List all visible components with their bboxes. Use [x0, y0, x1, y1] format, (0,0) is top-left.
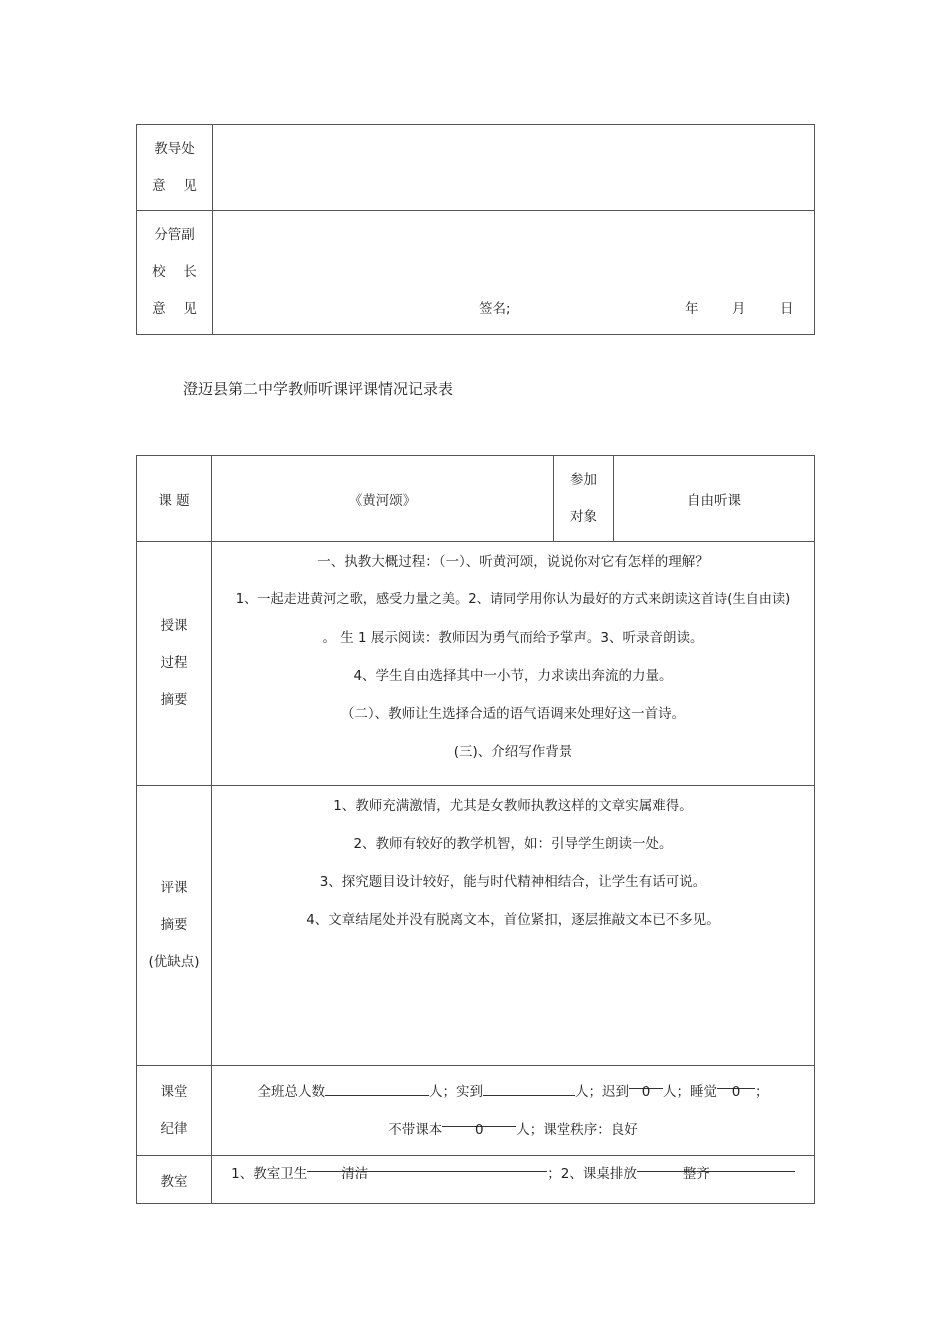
- vice-principal-row: [137, 211, 815, 335]
- evaluation-line: 3、探究题目设计较好，能与时代精神相结合，让学生有话可说。: [319, 874, 707, 890]
- classroom-content: [212, 1156, 815, 1204]
- academic-office-label: 教导处 意 见: [137, 125, 213, 211]
- signature-label: 签名;: [479, 301, 511, 317]
- process-line: 4、学生自由选择其中一小节，力求读出奔流的力量。: [353, 668, 673, 684]
- approval-table: [136, 124, 815, 335]
- evaluation-row: [137, 786, 815, 1066]
- process-line: (三)、介绍写作背景: [453, 744, 573, 760]
- classroom-label: 教室: [137, 1156, 212, 1204]
- participants-value: 自由听课: [614, 456, 815, 542]
- academic-office-opinion-field[interactable]: [213, 125, 815, 211]
- teaching-process-content: [212, 542, 815, 786]
- process-line: 。 生 1 展示阅读：教师因为勇气而给予掌声。3、听录音朗读。: [322, 630, 704, 646]
- vice-principal-label: 分管副 校 长 意 见: [137, 211, 213, 335]
- classroom-row: [137, 1156, 815, 1204]
- classroom-line: 1、教室卫生 清洁 ；2、课桌排放 整齐: [212, 1156, 814, 1192]
- late-count-field[interactable]: 0: [629, 1073, 663, 1089]
- month-label: 月: [732, 301, 746, 317]
- desk-field[interactable]: 整齐: [637, 1156, 795, 1172]
- evaluation-line: 1、教师充满激情，尤其是女教师执教这样的文章实属难得。: [333, 798, 693, 814]
- day-label: 日: [780, 301, 794, 317]
- no-textbook-count-field[interactable]: 0: [442, 1111, 516, 1127]
- process-line: 一、执教大概过程：（一）、听黄河颂，说说你对它有怎样的理解？: [317, 554, 709, 570]
- evaluation-label: 评课 摘要 (优缺点): [137, 786, 212, 1066]
- attendance-line: 全班总人数 人；实到 人；迟到 0 人；睡觉 0 ；: [212, 1073, 814, 1111]
- form-title: 澄迈县第二中学教师听课评课情况记录表: [183, 380, 454, 398]
- topic-row: [137, 456, 815, 542]
- vice-principal-opinion-field[interactable]: [213, 211, 815, 335]
- evaluation-line: 4、文章结尾处并没有脱离文本，首位紧扣，逐层推敲文本已不多见。: [306, 912, 720, 928]
- year-label: 年: [685, 301, 699, 317]
- process-line: （二）、教师让生选择合适的语气语调来处理好这一首诗。: [340, 706, 686, 722]
- academic-office-row: [137, 125, 815, 211]
- teaching-process-row: [137, 542, 815, 786]
- evaluation-content: [212, 786, 815, 1066]
- participants-label: 参加 对象: [554, 456, 614, 542]
- total-count-field[interactable]: [325, 1080, 429, 1096]
- record-table: [136, 455, 815, 1204]
- topic-label: 课 题: [137, 456, 212, 542]
- process-line: 1、一起走进黄河之歌，感受力量之美。2、请同学用你认为最好的方式来朗读这首诗(生自由读): [235, 592, 791, 607]
- discipline-content: [212, 1066, 815, 1156]
- sleep-count-field[interactable]: 0: [717, 1073, 755, 1089]
- teaching-process-label: 授课 过程 摘要: [137, 542, 212, 786]
- actual-count-field[interactable]: [483, 1080, 575, 1096]
- discipline-row: [137, 1066, 815, 1156]
- hygiene-field[interactable]: 清洁: [307, 1156, 547, 1172]
- discipline-label: 课堂 纪律: [137, 1066, 212, 1156]
- topic-value: 《黄河颂》: [212, 456, 554, 542]
- evaluation-line: 2、教师有较好的教学机智，如：引导学生朗读一处。: [353, 836, 673, 852]
- order-line: 不带课本 0 人；课堂秩序：良好: [212, 1111, 814, 1149]
